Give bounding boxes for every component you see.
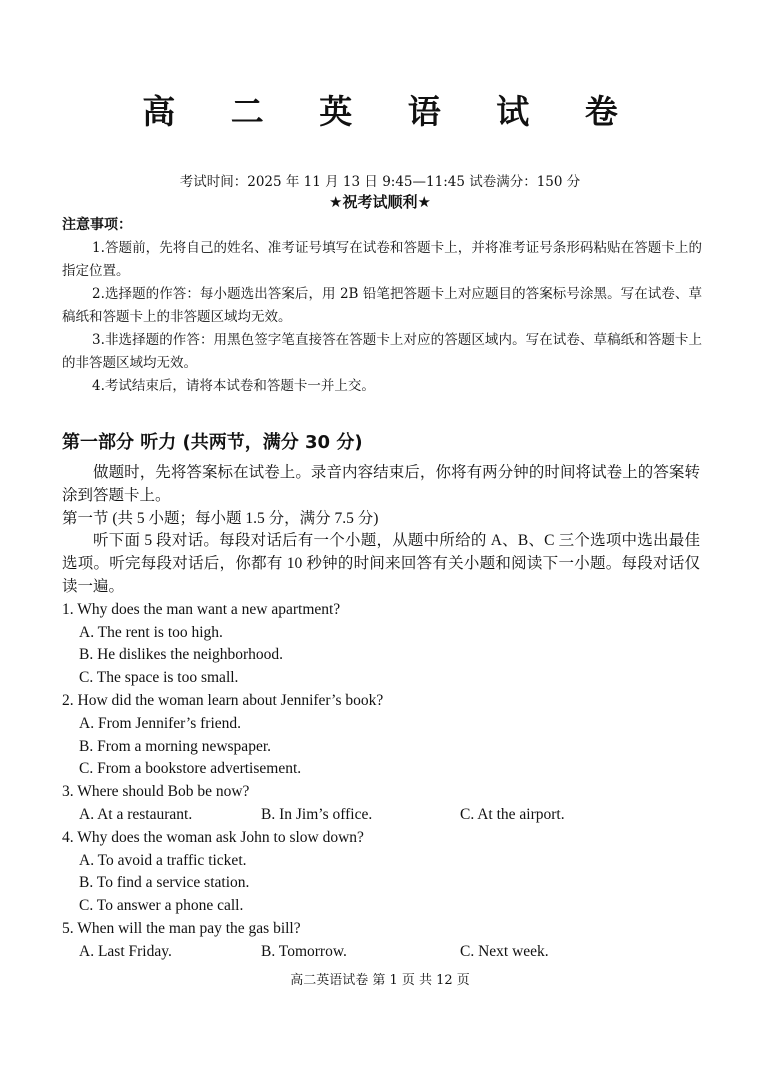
notes-section <box>62 214 702 398</box>
question-2-stem: 2. How did the woman learn about Jennifer’s book? <box>62 691 384 709</box>
part1-intro: 做题时，先将答案标在试卷上。录音内容结束后，你将有两分钟的时间将试卷上的答案转涂到答题卡上。 <box>62 464 700 504</box>
question-4-stem: 4. Why does the woman ask John to slow down? <box>62 828 364 846</box>
notes-item-4: 4.考试结束后，请将本试卷和答题卡一并上交。 <box>92 378 375 394</box>
blessing-line: ★祝考试顺利★ <box>329 193 431 211</box>
question-3-stem: 3. Where should Bob be now? <box>62 783 250 801</box>
notes-item-3: 3.非选择题的作答：用黑色签字笔直接答在答题卡上对应的答题区域内。写在试卷、草稿纸和答题卡上的非答题区域均无效。 <box>62 332 702 371</box>
question-3-option-a: A. At a restaurant. <box>79 805 193 823</box>
notes-item-1: 1.答题前，先将自己的姓名、准考证号填写在试卷和答题卡上，并将准考证号条形码粘贴在答题卡上的指定位置。 <box>62 240 702 279</box>
section1-instructions: 听下面 5 段对话。每段对话后有一个小题，从题中所给的 A、B、C 三个选项中选出最佳选项。听完每段对话后，你都有 10 秒钟的时间来回答有关小题和阅读下一小题。每段对话仅读一遍。 <box>62 532 700 595</box>
question-5-option-c: C. Next week. <box>460 942 549 960</box>
part1-body <box>62 462 700 964</box>
question-2-option-a: A. From Jennifer’s friend. <box>79 714 242 732</box>
section1-heading: 第一节 (共 5 小题；每小题 1.5 分，满分 7.5 分) <box>62 509 379 527</box>
question-4-option-a: A. To avoid a traffic ticket. <box>79 851 247 869</box>
question-3-options <box>62 804 700 827</box>
question-5-options <box>62 941 700 964</box>
question-4-option-b: B. To find a service station. <box>79 874 250 892</box>
page-footer: 高二英语试卷 第 1 页 共 12 页 <box>290 973 470 988</box>
question-1-option-b: B. He dislikes the neighborhood. <box>79 646 284 664</box>
question-5-option-a: A. Last Friday. <box>79 942 172 960</box>
question-1-stem: 1. Why does the man want a new apartment? <box>62 600 341 618</box>
part1-heading: 第一部分 听力 (共两节，满分 30 分) <box>62 432 363 453</box>
question-4-option-c: C. To answer a phone call. <box>79 897 244 915</box>
question-2-option-c: C. From a bookstore advertisement. <box>79 760 302 778</box>
question-1-option-c: C. The space is too small. <box>79 669 239 687</box>
page-title: 高 二 英 语 试 卷 <box>142 92 640 131</box>
notes-item-2: 2.选择题的作答：每小题选出答案后，用 2B 铅笔把答题卡上对应题目的答案标号涂黑。写在试卷、草稿纸和答题卡上的非答题区域均无效。 <box>62 286 702 325</box>
notes-heading: 注意事项： <box>62 217 132 233</box>
question-3-option-c: C. At the airport. <box>460 805 565 823</box>
exam-info: 考试时间：2025 年 11 月 13 日 9:45—11:45 试卷满分：150 分 <box>179 174 581 190</box>
question-5-option-b: B. Tomorrow. <box>261 942 347 960</box>
question-3-option-b: B. In Jim’s office. <box>261 805 373 823</box>
question-5-stem: 5. When will the man pay the gas bill? <box>62 919 301 937</box>
question-1-option-a: A. The rent is too high. <box>79 623 223 641</box>
question-2-option-b: B. From a morning newspaper. <box>79 737 272 755</box>
